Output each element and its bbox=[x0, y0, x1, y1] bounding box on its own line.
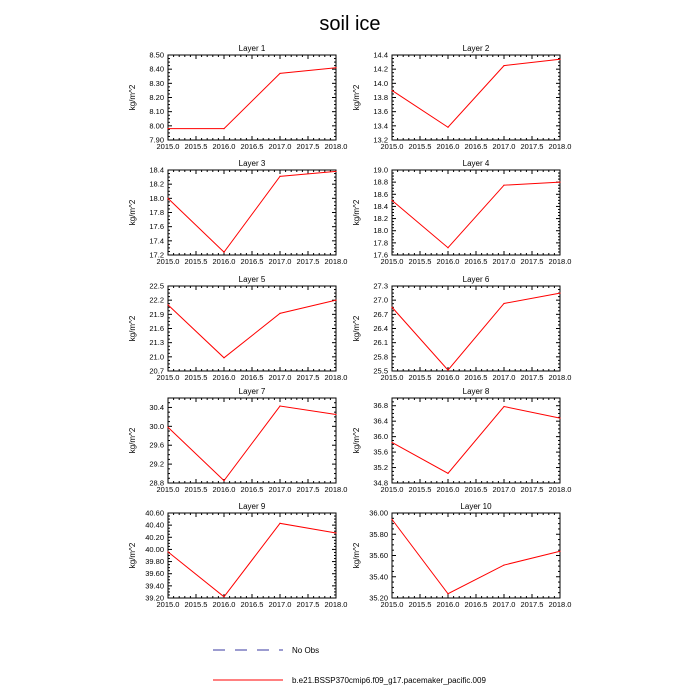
x-tick-label: 2015.5 bbox=[408, 142, 432, 151]
figure-title: soil ice bbox=[319, 13, 381, 35]
x-tick-label: 2016.5 bbox=[240, 600, 264, 609]
data-point bbox=[391, 442, 392, 443]
panels-group bbox=[128, 44, 571, 609]
panel-layer-2 bbox=[352, 44, 571, 151]
y-tick-label: 26.1 bbox=[373, 338, 388, 348]
x-tick-label: 2016.0 bbox=[436, 142, 460, 151]
x-tick-label: 2016.0 bbox=[436, 600, 460, 609]
data-point bbox=[335, 171, 336, 172]
plot-frame bbox=[392, 286, 560, 371]
x-tick-label: 2015.0 bbox=[156, 142, 180, 151]
panel-title: Layer 9 bbox=[238, 502, 266, 511]
x-tick-label: 2018.0 bbox=[548, 257, 572, 266]
x-tick-label: 2016.5 bbox=[240, 142, 264, 151]
y-tick-label: 36.8 bbox=[373, 401, 388, 411]
x-tick-label: 2016.5 bbox=[464, 485, 488, 494]
data-point bbox=[335, 532, 336, 533]
x-tick-label: 2016.5 bbox=[464, 600, 488, 609]
x-tick-label: 2015.0 bbox=[380, 142, 404, 151]
series-line bbox=[392, 59, 560, 127]
data-point bbox=[279, 313, 280, 314]
y-tick-label: 18.4 bbox=[149, 165, 164, 175]
y-tick-label: 17.8 bbox=[149, 208, 164, 217]
x-tick-label: 2017.0 bbox=[268, 257, 292, 266]
data-point bbox=[279, 523, 280, 524]
x-tick-label: 2017.5 bbox=[296, 373, 320, 382]
data-point bbox=[223, 357, 224, 358]
plot-frame bbox=[392, 170, 560, 255]
data-point bbox=[391, 307, 392, 308]
y-tick-label: 34.8 bbox=[373, 478, 388, 488]
data-point bbox=[335, 300, 336, 301]
data-point bbox=[559, 59, 560, 60]
x-tick-label: 2018.0 bbox=[548, 600, 572, 609]
x-tick-label: 2018.0 bbox=[324, 600, 348, 609]
y-tick-label: 18.6 bbox=[373, 189, 388, 199]
y-tick-label: 14.2 bbox=[373, 64, 388, 74]
series-line bbox=[392, 407, 560, 474]
panel-layer-1 bbox=[128, 44, 347, 151]
x-tick-label: 2017.0 bbox=[268, 373, 292, 382]
x-tick-label: 2015.0 bbox=[380, 257, 404, 266]
y-tick-label: 8.40 bbox=[149, 64, 164, 74]
x-tick-label: 2016.0 bbox=[212, 373, 236, 382]
series-line bbox=[168, 171, 336, 252]
legend-obs-label: No Obs bbox=[292, 646, 320, 655]
y-tick-label: 40.40 bbox=[145, 520, 164, 530]
data-point bbox=[335, 414, 336, 415]
panel-layer-3 bbox=[128, 159, 347, 266]
x-tick-label: 2016.0 bbox=[436, 485, 460, 494]
y-axis-label: kg/m^2 bbox=[128, 542, 137, 569]
y-tick-label: 35.60 bbox=[369, 551, 388, 560]
y-tick-label: 25.5 bbox=[373, 366, 388, 376]
data-point bbox=[167, 551, 168, 552]
y-tick-label: 18.0 bbox=[373, 226, 388, 236]
x-tick-label: 2016.5 bbox=[240, 373, 264, 382]
data-point bbox=[503, 406, 504, 407]
x-tick-label: 2015.5 bbox=[408, 257, 432, 266]
panel-title: Layer 4 bbox=[462, 159, 490, 168]
y-axis-label: kg/m^2 bbox=[352, 542, 361, 569]
data-point bbox=[503, 185, 504, 186]
y-tick-label: 8.10 bbox=[149, 107, 164, 117]
plot-frame bbox=[168, 55, 336, 140]
data-point bbox=[167, 427, 168, 428]
data-point bbox=[559, 551, 560, 552]
x-tick-label: 2015.5 bbox=[184, 485, 208, 494]
data-point bbox=[503, 564, 504, 565]
y-tick-label: 30.0 bbox=[149, 421, 164, 431]
plot-frame bbox=[392, 55, 560, 140]
x-tick-label: 2017.0 bbox=[492, 257, 516, 266]
series-line bbox=[168, 68, 336, 129]
x-tick-label: 2016.0 bbox=[212, 142, 236, 151]
data-point bbox=[447, 369, 448, 370]
series-line bbox=[168, 406, 336, 481]
y-tick-label: 39.20 bbox=[145, 593, 164, 603]
panel-layer-5 bbox=[128, 275, 347, 382]
x-tick-label: 2016.0 bbox=[212, 600, 236, 609]
x-tick-label: 2015.0 bbox=[156, 257, 180, 266]
x-tick-label: 2015.5 bbox=[408, 373, 432, 382]
y-tick-label: 13.8 bbox=[373, 93, 388, 102]
x-tick-label: 2017.5 bbox=[520, 373, 544, 382]
x-tick-label: 2016.5 bbox=[464, 373, 488, 382]
panel-layer-10 bbox=[352, 502, 571, 609]
x-tick-label: 2017.5 bbox=[296, 485, 320, 494]
y-axis-label: kg/m^2 bbox=[352, 199, 361, 226]
y-tick-label: 25.8 bbox=[373, 352, 388, 362]
data-point bbox=[559, 292, 560, 293]
y-tick-label: 29.6 bbox=[149, 440, 164, 450]
y-axis-label: kg/m^2 bbox=[128, 427, 137, 454]
y-tick-label: 27.3 bbox=[373, 281, 388, 291]
y-tick-label: 19.0 bbox=[373, 165, 388, 175]
data-point bbox=[335, 67, 336, 68]
data-point bbox=[391, 519, 392, 520]
y-tick-label: 28.8 bbox=[149, 478, 164, 488]
x-tick-label: 2017.5 bbox=[520, 142, 544, 151]
y-tick-label: 21.0 bbox=[149, 352, 164, 362]
y-tick-label: 8.20 bbox=[149, 93, 164, 102]
panel-title: Layer 10 bbox=[460, 502, 492, 511]
data-point bbox=[447, 473, 448, 474]
y-axis-label: kg/m^2 bbox=[128, 315, 137, 342]
y-tick-label: 36.4 bbox=[373, 416, 388, 426]
x-tick-label: 2016.5 bbox=[464, 142, 488, 151]
plot-frame bbox=[392, 513, 560, 598]
y-tick-label: 7.90 bbox=[149, 135, 164, 145]
x-tick-label: 2017.0 bbox=[268, 142, 292, 151]
x-tick-label: 2016.0 bbox=[212, 257, 236, 266]
y-tick-label: 35.2 bbox=[373, 463, 388, 473]
y-tick-label: 27.0 bbox=[373, 295, 388, 305]
y-tick-label: 17.4 bbox=[149, 236, 164, 246]
data-point bbox=[167, 198, 168, 199]
y-axis-label: kg/m^2 bbox=[352, 315, 361, 342]
x-tick-label: 2015.5 bbox=[408, 485, 432, 494]
x-tick-label: 2018.0 bbox=[324, 142, 348, 151]
x-tick-label: 2016.5 bbox=[240, 485, 264, 494]
y-tick-label: 35.80 bbox=[369, 529, 388, 539]
y-tick-label: 13.4 bbox=[373, 121, 388, 131]
x-tick-label: 2016.5 bbox=[464, 257, 488, 266]
y-tick-label: 29.2 bbox=[149, 459, 164, 469]
x-tick-label: 2017.0 bbox=[492, 485, 516, 494]
panel-layer-7 bbox=[128, 387, 347, 494]
panel-title: Layer 7 bbox=[238, 387, 266, 396]
data-point bbox=[223, 128, 224, 129]
y-axis-label: kg/m^2 bbox=[128, 199, 137, 226]
y-tick-label: 36.00 bbox=[369, 508, 388, 518]
y-tick-label: 18.0 bbox=[149, 193, 164, 203]
y-tick-label: 35.6 bbox=[373, 447, 388, 457]
data-point bbox=[223, 596, 224, 597]
x-tick-label: 2017.5 bbox=[520, 257, 544, 266]
data-point bbox=[279, 73, 280, 74]
y-tick-label: 17.2 bbox=[149, 250, 164, 260]
y-tick-label: 18.4 bbox=[373, 201, 388, 211]
x-tick-label: 2017.5 bbox=[296, 142, 320, 151]
x-tick-label: 2017.0 bbox=[492, 600, 516, 609]
data-point bbox=[559, 182, 560, 183]
x-tick-label: 2015.0 bbox=[380, 373, 404, 382]
y-tick-label: 22.5 bbox=[149, 281, 164, 291]
data-point bbox=[447, 247, 448, 248]
y-tick-label: 26.4 bbox=[373, 324, 388, 333]
panel-layer-9 bbox=[128, 502, 347, 609]
y-tick-label: 17.8 bbox=[373, 238, 388, 248]
y-tick-label: 18.8 bbox=[373, 177, 388, 187]
panel-layer-8 bbox=[352, 387, 571, 494]
legend bbox=[213, 646, 486, 685]
x-tick-label: 2015.0 bbox=[156, 485, 180, 494]
x-tick-label: 2018.0 bbox=[324, 485, 348, 494]
y-tick-label: 40.20 bbox=[145, 532, 164, 542]
panel-layer-4 bbox=[352, 159, 571, 266]
x-tick-label: 2018.0 bbox=[548, 373, 572, 382]
x-tick-label: 2017.0 bbox=[492, 373, 516, 382]
legend-model-label: b.e21.BSSP370cmip6.f09_g17.pacemaker_pacific.009 bbox=[292, 676, 486, 685]
x-tick-label: 2017.5 bbox=[520, 600, 544, 609]
panel-title: Layer 6 bbox=[462, 275, 490, 284]
y-tick-label: 21.6 bbox=[149, 324, 164, 333]
y-tick-label: 8.00 bbox=[149, 121, 164, 131]
data-point bbox=[447, 127, 448, 128]
x-tick-label: 2015.0 bbox=[380, 485, 404, 494]
x-tick-label: 2015.0 bbox=[156, 600, 180, 609]
y-axis-label: kg/m^2 bbox=[352, 84, 361, 111]
y-tick-label: 22.2 bbox=[149, 295, 164, 305]
x-tick-label: 2017.0 bbox=[268, 600, 292, 609]
y-tick-label: 13.2 bbox=[373, 135, 388, 145]
y-tick-label: 35.20 bbox=[369, 593, 388, 603]
y-tick-label: 36.0 bbox=[373, 432, 388, 442]
plot-frame bbox=[168, 513, 336, 598]
x-tick-label: 2015.5 bbox=[184, 257, 208, 266]
y-tick-label: 39.80 bbox=[145, 557, 164, 567]
x-tick-label: 2018.0 bbox=[324, 373, 348, 382]
y-axis-label: kg/m^2 bbox=[352, 427, 361, 454]
y-tick-label: 13.6 bbox=[373, 107, 388, 117]
series-line bbox=[392, 293, 560, 370]
panel-title: Layer 1 bbox=[238, 44, 266, 53]
y-tick-label: 14.0 bbox=[373, 78, 388, 88]
panel-title: Layer 3 bbox=[238, 159, 266, 168]
data-point bbox=[391, 90, 392, 91]
x-tick-label: 2015.0 bbox=[380, 600, 404, 609]
x-tick-label: 2016.5 bbox=[240, 257, 264, 266]
data-point bbox=[447, 593, 448, 594]
series-line bbox=[392, 182, 560, 248]
x-tick-label: 2017.5 bbox=[296, 257, 320, 266]
data-point bbox=[223, 480, 224, 481]
y-axis-label: kg/m^2 bbox=[128, 84, 137, 111]
panel-layer-6 bbox=[352, 275, 571, 382]
x-tick-label: 2017.5 bbox=[520, 485, 544, 494]
y-tick-label: 26.7 bbox=[373, 309, 388, 319]
x-tick-label: 2017.0 bbox=[492, 142, 516, 151]
y-tick-label: 21.3 bbox=[149, 338, 164, 348]
y-tick-label: 40.00 bbox=[145, 544, 164, 554]
y-tick-label: 20.7 bbox=[149, 366, 164, 376]
y-tick-label: 40.60 bbox=[145, 508, 164, 518]
panel-title: Layer 5 bbox=[238, 275, 266, 284]
x-tick-label: 2016.0 bbox=[212, 485, 236, 494]
plot-frame bbox=[168, 170, 336, 255]
series-line bbox=[168, 523, 336, 596]
y-tick-label: 18.2 bbox=[149, 179, 164, 189]
y-tick-label: 18.2 bbox=[373, 214, 388, 224]
data-point bbox=[503, 65, 504, 66]
x-tick-label: 2015.5 bbox=[408, 600, 432, 609]
data-point bbox=[279, 405, 280, 406]
panel-title: Layer 2 bbox=[462, 44, 490, 53]
series-line bbox=[168, 300, 336, 358]
x-tick-label: 2018.0 bbox=[548, 485, 572, 494]
y-tick-label: 17.6 bbox=[373, 250, 388, 260]
data-point bbox=[559, 417, 560, 418]
data-point bbox=[167, 304, 168, 305]
y-tick-label: 8.30 bbox=[149, 78, 164, 88]
x-tick-label: 2015.5 bbox=[184, 142, 208, 151]
data-point bbox=[223, 252, 224, 253]
x-tick-label: 2018.0 bbox=[548, 142, 572, 151]
data-point bbox=[167, 128, 168, 129]
y-tick-label: 30.4 bbox=[149, 402, 164, 412]
x-tick-label: 2018.0 bbox=[324, 257, 348, 266]
panel-title: Layer 8 bbox=[462, 387, 490, 396]
data-point bbox=[391, 200, 392, 201]
y-tick-label: 21.9 bbox=[149, 309, 164, 319]
x-tick-label: 2015.5 bbox=[184, 600, 208, 609]
x-tick-label: 2016.0 bbox=[436, 257, 460, 266]
y-tick-label: 8.50 bbox=[149, 50, 164, 60]
y-tick-label: 39.60 bbox=[145, 569, 164, 579]
x-tick-label: 2017.0 bbox=[268, 485, 292, 494]
y-tick-label: 14.4 bbox=[373, 50, 388, 60]
data-point bbox=[279, 176, 280, 177]
series-line bbox=[392, 519, 560, 593]
data-point bbox=[503, 303, 504, 304]
y-tick-label: 39.40 bbox=[145, 581, 164, 591]
y-tick-label: 17.6 bbox=[149, 222, 164, 232]
x-tick-label: 2015.5 bbox=[184, 373, 208, 382]
x-tick-label: 2017.5 bbox=[296, 600, 320, 609]
y-tick-label: 35.40 bbox=[369, 572, 388, 582]
x-tick-label: 2016.0 bbox=[436, 373, 460, 382]
x-tick-label: 2015.0 bbox=[156, 373, 180, 382]
